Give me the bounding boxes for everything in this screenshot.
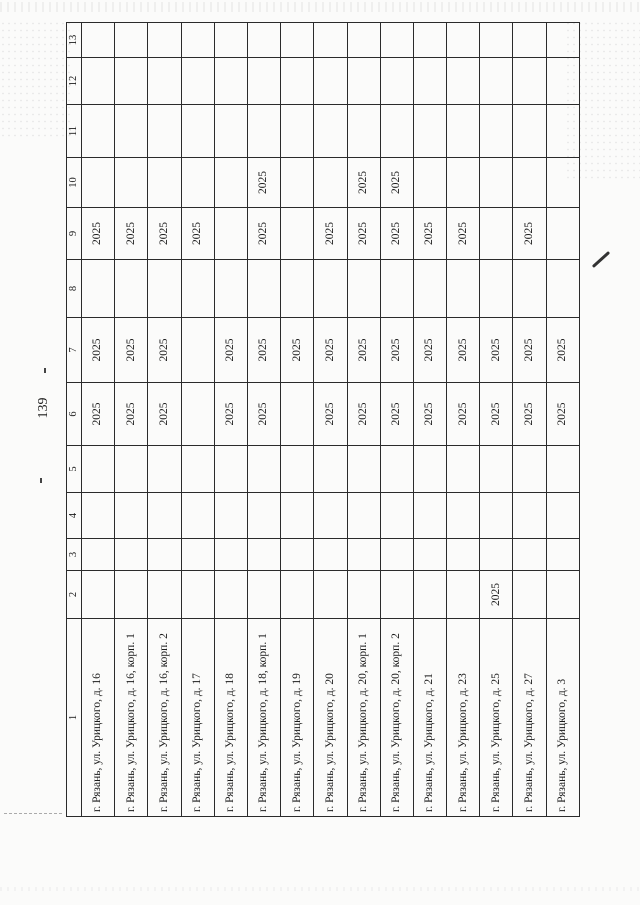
year-cell — [314, 58, 347, 105]
column-header-4: 4 — [67, 493, 82, 539]
year-cell — [181, 260, 214, 318]
year-cell — [447, 446, 480, 493]
year-cell: 2025 — [480, 318, 513, 383]
year-cell: 2025 — [214, 383, 247, 446]
year-cell — [480, 539, 513, 571]
address-cell: г. Рязань, ул. Урицкого, д. 3 — [546, 619, 579, 817]
column-header-3: 3 — [67, 539, 82, 571]
year-cell — [281, 260, 314, 318]
rotated-table-wrapper — [66, 23, 580, 817]
year-cell — [480, 58, 513, 105]
year-cell: 2025 — [247, 208, 280, 260]
address-cell: г. Рязань, ул. Урицкого, д. 16, корп. 2 — [148, 619, 181, 817]
table-row — [480, 23, 513, 817]
year-cell — [181, 105, 214, 158]
year-cell — [413, 23, 446, 58]
year-cell — [513, 446, 546, 493]
year-cell — [380, 446, 413, 493]
year-cell — [214, 493, 247, 539]
year-cell — [513, 105, 546, 158]
column-header-10: 10 — [67, 158, 82, 208]
year-cell — [214, 208, 247, 260]
year-cell: 2025 — [82, 383, 115, 446]
year-cell — [247, 446, 280, 493]
column-header-1: 1 — [67, 619, 82, 817]
year-cell — [546, 58, 579, 105]
year-cell: 2025 — [314, 208, 347, 260]
year-cell: 2025 — [380, 158, 413, 208]
year-cell — [82, 158, 115, 208]
scan-noise-top — [0, 2, 640, 12]
year-cell: 2025 — [380, 383, 413, 446]
year-cell — [513, 58, 546, 105]
year-cell: 2025 — [380, 318, 413, 383]
table-row — [347, 23, 380, 817]
year-cell — [546, 260, 579, 318]
year-cell — [546, 158, 579, 208]
year-cell: 2025 — [214, 318, 247, 383]
year-cell — [314, 23, 347, 58]
column-header-13: 13 — [67, 23, 82, 58]
year-cell — [115, 493, 148, 539]
tick-mark — [44, 368, 46, 373]
year-cell: 2025 — [314, 383, 347, 446]
year-cell — [181, 23, 214, 58]
year-cell — [480, 446, 513, 493]
year-cell — [314, 571, 347, 619]
year-cell — [214, 260, 247, 318]
data-table — [66, 22, 580, 817]
year-cell — [148, 446, 181, 493]
year-cell — [413, 571, 446, 619]
address-cell: г. Рязань, ул. Урицкого, д. 25 — [480, 619, 513, 817]
table-row — [148, 23, 181, 817]
year-cell — [82, 493, 115, 539]
year-cell — [181, 58, 214, 105]
year-cell — [181, 158, 214, 208]
year-cell: 2025 — [480, 383, 513, 446]
table-row — [380, 23, 413, 817]
year-cell — [82, 446, 115, 493]
year-cell — [214, 446, 247, 493]
year-cell — [281, 208, 314, 260]
year-cell: 2025 — [447, 318, 480, 383]
year-cell — [513, 23, 546, 58]
year-cell — [115, 571, 148, 619]
year-cell — [413, 260, 446, 318]
year-cell: 2025 — [347, 383, 380, 446]
year-cell — [314, 446, 347, 493]
year-cell — [148, 539, 181, 571]
year-cell — [115, 23, 148, 58]
scan-speckle — [0, 20, 70, 140]
year-cell — [546, 105, 579, 158]
year-cell — [247, 539, 280, 571]
year-cell — [281, 58, 314, 105]
year-cell — [181, 446, 214, 493]
year-cell: 2025 — [314, 318, 347, 383]
column-header-6: 6 — [67, 383, 82, 446]
year-cell — [247, 58, 280, 105]
year-cell — [82, 23, 115, 58]
year-cell — [413, 493, 446, 539]
year-cell: 2025 — [546, 318, 579, 383]
table-body — [82, 23, 580, 817]
year-cell — [148, 158, 181, 208]
address-cell: г. Рязань, ул. Урицкого, д. 20, корп. 1 — [347, 619, 380, 817]
year-cell: 2025 — [82, 208, 115, 260]
column-header-11: 11 — [67, 105, 82, 158]
year-cell — [214, 158, 247, 208]
year-cell — [447, 23, 480, 58]
year-cell — [281, 571, 314, 619]
year-cell — [447, 58, 480, 105]
address-cell: г. Рязань, ул. Урицкого, д. 18, корп. 1 — [247, 619, 280, 817]
table-row — [214, 23, 247, 817]
year-cell — [347, 446, 380, 493]
year-cell — [115, 539, 148, 571]
year-cell — [148, 493, 181, 539]
year-cell — [247, 260, 280, 318]
year-cell: 2025 — [480, 571, 513, 619]
year-cell — [480, 158, 513, 208]
year-cell — [314, 493, 347, 539]
year-cell — [413, 105, 446, 158]
year-cell — [447, 260, 480, 318]
tick-mark — [40, 478, 42, 483]
table-row — [513, 23, 546, 817]
year-cell — [82, 571, 115, 619]
year-cell — [181, 493, 214, 539]
column-header-2: 2 — [67, 571, 82, 619]
year-cell — [148, 260, 181, 318]
address-cell: г. Рязань, ул. Урицкого, д. 20, корп. 2 — [380, 619, 413, 817]
address-cell: г. Рязань, ул. Урицкого, д. 16, корп. 1 — [115, 619, 148, 817]
table-header-row — [67, 23, 82, 817]
column-header-7: 7 — [67, 318, 82, 383]
year-cell — [513, 539, 546, 571]
table-row — [281, 23, 314, 817]
year-cell: 2025 — [148, 383, 181, 446]
year-cell: 2025 — [380, 208, 413, 260]
year-cell — [480, 208, 513, 260]
year-cell — [181, 318, 214, 383]
year-cell — [447, 539, 480, 571]
address-cell: г. Рязань, ул. Урицкого, д. 27 — [513, 619, 546, 817]
column-header-12: 12 — [67, 58, 82, 105]
year-cell — [546, 571, 579, 619]
year-cell — [347, 58, 380, 105]
table-row — [181, 23, 214, 817]
year-cell: 2025 — [82, 318, 115, 383]
year-cell — [447, 493, 480, 539]
year-cell: 2025 — [148, 318, 181, 383]
year-cell — [281, 23, 314, 58]
year-cell — [380, 571, 413, 619]
year-cell — [214, 23, 247, 58]
year-cell — [214, 539, 247, 571]
year-cell — [247, 23, 280, 58]
year-cell — [82, 58, 115, 105]
year-cell — [380, 260, 413, 318]
table-row — [447, 23, 480, 817]
year-cell — [413, 446, 446, 493]
year-cell — [513, 260, 546, 318]
year-cell — [115, 58, 148, 105]
address-cell: г. Рязань, ул. Урицкого, д. 21 — [413, 619, 446, 817]
year-cell — [214, 571, 247, 619]
year-cell — [480, 23, 513, 58]
year-cell — [314, 539, 347, 571]
year-cell — [214, 105, 247, 158]
column-header-9: 9 — [67, 208, 82, 260]
year-cell — [480, 493, 513, 539]
year-cell: 2025 — [347, 318, 380, 383]
year-cell — [546, 208, 579, 260]
year-cell — [347, 571, 380, 619]
year-cell — [447, 105, 480, 158]
year-cell — [546, 493, 579, 539]
year-cell — [347, 23, 380, 58]
year-cell: 2025 — [115, 383, 148, 446]
year-cell — [480, 260, 513, 318]
year-cell — [380, 539, 413, 571]
year-cell — [214, 58, 247, 105]
year-cell: 2025 — [413, 383, 446, 446]
scan-margin-rule — [4, 813, 62, 814]
year-cell — [281, 493, 314, 539]
table-row — [115, 23, 148, 817]
page-number: 139 — [36, 397, 51, 419]
year-cell: 2025 — [281, 318, 314, 383]
year-cell: 2025 — [347, 158, 380, 208]
year-cell — [347, 539, 380, 571]
year-cell: 2025 — [247, 318, 280, 383]
address-cell: г. Рязань, ул. Урицкого, д. 20 — [314, 619, 347, 817]
year-cell: 2025 — [447, 383, 480, 446]
year-cell — [82, 260, 115, 318]
year-cell — [380, 23, 413, 58]
year-cell — [281, 158, 314, 208]
year-cell — [148, 23, 181, 58]
year-cell — [447, 571, 480, 619]
year-cell — [546, 446, 579, 493]
year-cell — [347, 260, 380, 318]
column-header-5: 5 — [67, 446, 82, 493]
year-cell — [413, 539, 446, 571]
year-cell — [447, 158, 480, 208]
year-cell — [247, 493, 280, 539]
table-row — [546, 23, 579, 817]
year-cell: 2025 — [413, 318, 446, 383]
year-cell — [148, 105, 181, 158]
year-cell — [413, 58, 446, 105]
year-cell — [546, 539, 579, 571]
year-cell — [546, 23, 579, 58]
year-cell: 2025 — [247, 383, 280, 446]
address-cell: г. Рязань, ул. Урицкого, д. 19 — [281, 619, 314, 817]
year-cell — [347, 105, 380, 158]
year-cell: 2025 — [513, 208, 546, 260]
year-cell — [314, 158, 347, 208]
year-cell — [281, 105, 314, 158]
year-cell — [115, 105, 148, 158]
year-cell — [480, 105, 513, 158]
year-cell — [247, 105, 280, 158]
year-cell — [513, 158, 546, 208]
year-cell — [181, 383, 214, 446]
scan-noise-bottom — [0, 887, 640, 891]
year-cell: 2025 — [181, 208, 214, 260]
year-cell — [115, 260, 148, 318]
year-cell: 2025 — [546, 383, 579, 446]
address-cell: г. Рязань, ул. Урицкого, д. 17 — [181, 619, 214, 817]
table-row — [314, 23, 347, 817]
year-cell — [380, 58, 413, 105]
year-cell: 2025 — [347, 208, 380, 260]
year-cell: 2025 — [513, 318, 546, 383]
table-row — [82, 23, 115, 817]
pen-stroke — [592, 251, 610, 268]
year-cell — [347, 493, 380, 539]
year-cell — [380, 493, 413, 539]
address-cell: г. Рязань, ул. Урицкого, д. 16 — [82, 619, 115, 817]
year-cell — [281, 383, 314, 446]
year-cell: 2025 — [413, 208, 446, 260]
year-cell — [247, 571, 280, 619]
address-cell: г. Рязань, ул. Урицкого, д. 18 — [214, 619, 247, 817]
year-cell: 2025 — [447, 208, 480, 260]
year-cell — [413, 158, 446, 208]
year-cell — [281, 539, 314, 571]
year-cell — [314, 105, 347, 158]
year-cell — [115, 446, 148, 493]
table-row — [247, 23, 280, 817]
year-cell: 2025 — [247, 158, 280, 208]
year-cell — [82, 105, 115, 158]
address-cell: г. Рязань, ул. Урицкого, д. 23 — [447, 619, 480, 817]
year-cell — [513, 571, 546, 619]
year-cell: 2025 — [513, 383, 546, 446]
year-cell — [148, 571, 181, 619]
year-cell: 2025 — [115, 318, 148, 383]
year-cell — [314, 260, 347, 318]
year-cell — [281, 446, 314, 493]
column-header-8: 8 — [67, 260, 82, 318]
year-cell — [513, 493, 546, 539]
year-cell — [148, 58, 181, 105]
table-row — [413, 23, 446, 817]
year-cell: 2025 — [115, 208, 148, 260]
year-cell: 2025 — [148, 208, 181, 260]
year-cell — [181, 539, 214, 571]
year-cell — [82, 539, 115, 571]
year-cell — [181, 571, 214, 619]
year-cell — [380, 105, 413, 158]
year-cell — [115, 158, 148, 208]
